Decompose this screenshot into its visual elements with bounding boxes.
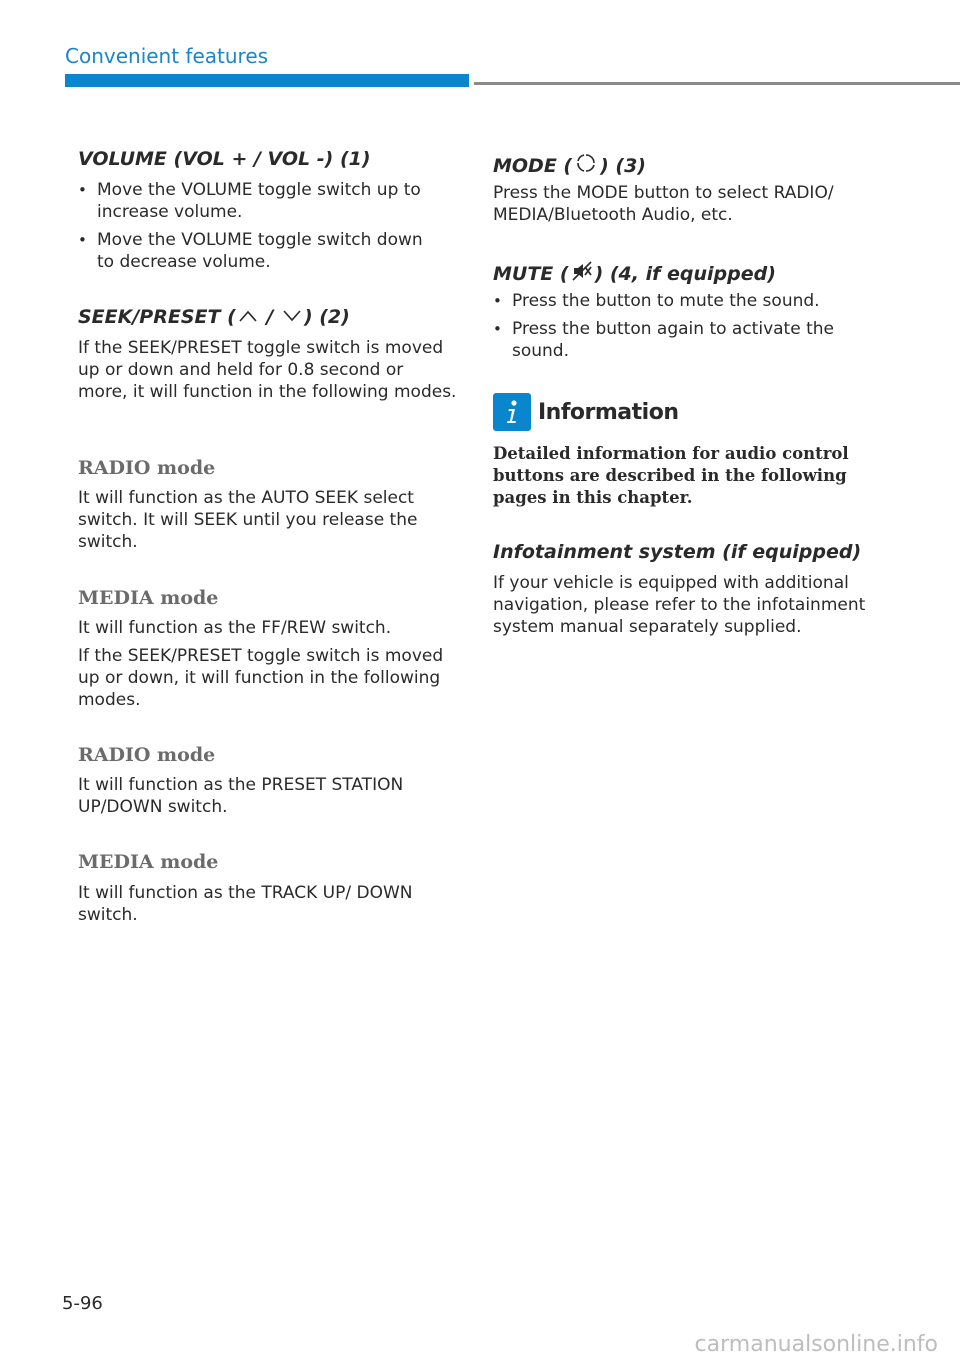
mode-heading-pre: MODE ( [493,154,573,177]
media-mode-paragraph-2: If the SEEK/PRESET toggle switch is moved up or down, it will function in the following modes. [78,646,444,710]
seek-preset-heading [78,306,350,328]
seek-heading-mid: / [259,306,280,328]
mute-heading [493,260,776,287]
info-icon [493,393,531,431]
seek-preset-paragraph: If the SEEK/PRESET toggle switch is moved up or down and held for 0.8 second or more, it will function in the following modes. [78,338,457,402]
watermark: carmanualsonline.info [694,1332,938,1357]
radio-mode-heading-2: RADIO mode [78,744,216,766]
media-mode-heading-1: MEDIA mode [78,587,219,609]
infotainment-paragraph: If your vehicle is equipped with additional navigation, please refer to the infotainment system manual separately supplied. [493,573,866,637]
mute-heading-pre: MUTE ( [493,262,569,285]
mode-cycle-icon [575,152,597,179]
mode-heading [493,152,646,179]
page-number: 5-96 [62,1293,103,1314]
mute-bullet-2: • Press the button again to activate the sound. [493,318,892,362]
section-header-title: Convenient features [65,44,269,68]
information-callout [493,393,679,431]
seek-heading-post: ) (2) [303,306,350,328]
volume-bullet-2: • Move the VOLUME toggle switch down to decrease volume. [78,229,437,273]
information-text: Detailed information for audio control buttons are described in the following pages in this chapter. [493,444,849,507]
header-rule-accent [65,74,469,87]
radio-mode-heading-1: RADIO mode [78,457,216,479]
mute-heading-post: ) (4, if equipped) [594,262,776,285]
mute-speaker-icon [571,260,593,287]
infotainment-heading: Infotainment system (if equipped) [493,541,862,563]
volume-bullet-1: • Move the VOLUME toggle switch up to increase volume. [78,179,477,223]
media-mode-paragraph-3: It will function as the TRACK UP/ DOWN switch. [78,883,413,925]
header-rule-thin [474,82,960,85]
radio-mode-paragraph-1: It will function as the AUTO SEEK select switch. It will SEEK until you release the switch. [78,488,418,552]
media-mode-paragraph-1: It will function as the FF/REW switch. [78,618,392,638]
seek-heading-pre: SEEK/PRESET ( [78,306,236,328]
mute-bullet-1: • Press the button to mute the sound. [493,290,892,312]
volume-heading: VOLUME (VOL + / VOL -) (1) [78,148,371,170]
mode-heading-post: ) (3) [600,154,646,177]
mode-paragraph: Press the MODE button to select RADIO/ MEDIA/Bluetooth Audio, etc. [493,183,834,225]
chevron-down-icon [282,306,302,328]
chevron-up-icon [238,306,258,328]
radio-mode-paragraph-2: It will function as the PRESET STATION UP/DOWN switch. [78,775,404,817]
information-title: Information [538,399,679,425]
media-mode-heading-2: MEDIA mode [78,851,219,873]
